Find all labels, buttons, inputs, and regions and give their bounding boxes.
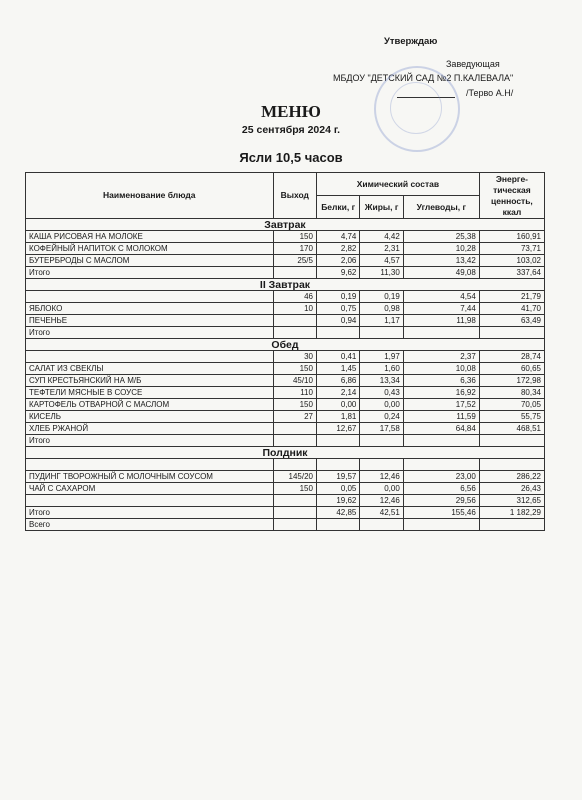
cell-f: 0,19	[360, 291, 403, 303]
cell-u: 29,56	[403, 495, 479, 507]
cell-e: 26,43	[479, 483, 544, 495]
cell-u: 17,52	[403, 399, 479, 411]
total-b	[316, 327, 359, 339]
cell-out: 150	[273, 231, 316, 243]
total-e: 1 182,29	[479, 507, 544, 519]
table-row	[26, 483, 545, 495]
header-chemical: Химический состав	[316, 173, 479, 196]
total-e	[479, 435, 544, 447]
dish-name: КАША РИСОВАЯ НА МОЛОКЕ	[26, 231, 274, 243]
table-row	[26, 243, 545, 255]
cell-f: 0,43	[360, 387, 403, 399]
total-label: Итого	[26, 435, 274, 447]
cell-f: 0,00	[360, 483, 403, 495]
total-row	[26, 267, 545, 279]
cell-e: 468,51	[479, 423, 544, 435]
table-row	[26, 471, 545, 483]
cell-u: 11,59	[403, 411, 479, 423]
header-fat: Жиры, г	[360, 196, 403, 219]
cell-e: 21,79	[479, 291, 544, 303]
approve-label: Утверждаю	[384, 36, 438, 47]
cell-f: 1,60	[360, 363, 403, 375]
cell-f: 13,34	[360, 375, 403, 387]
cell-u: 10,28	[403, 243, 479, 255]
total-f: 11,30	[360, 267, 403, 279]
dish-name: ХЛЕБ РЖАНОЙ	[26, 423, 274, 435]
grand-total-row	[26, 519, 545, 531]
cell-e: 103,02	[479, 255, 544, 267]
cell-b: 0,94	[316, 315, 359, 327]
table-row	[26, 363, 545, 375]
cell-b: 4,74	[316, 231, 359, 243]
cell-e: 172,98	[479, 375, 544, 387]
cell-out	[273, 267, 316, 279]
cell-e: 160,91	[479, 231, 544, 243]
table-row	[26, 255, 545, 267]
cell-f: 4,57	[360, 255, 403, 267]
group-label: Ясли 10,5 часов	[239, 150, 343, 165]
dish-name: КИСЕЛЬ	[26, 411, 274, 423]
total-b	[316, 435, 359, 447]
cell-u: 6,56	[403, 483, 479, 495]
total-u: 49,08	[403, 267, 479, 279]
cell-e: 312,65	[479, 495, 544, 507]
cell-f: 0,24	[360, 411, 403, 423]
cell-b: 2,14	[316, 387, 359, 399]
total-row	[26, 327, 545, 339]
cell-out	[273, 327, 316, 339]
cell-f: 1,97	[360, 351, 403, 363]
meal-section-row	[26, 339, 545, 351]
cell-b: 12,67	[316, 423, 359, 435]
cell-out	[273, 459, 316, 471]
table-row	[26, 375, 545, 387]
cell-u: 25,38	[403, 231, 479, 243]
meal-title: Обед	[26, 339, 545, 351]
cell-u: 64,84	[403, 423, 479, 435]
cell-e: 55,75	[479, 411, 544, 423]
cell-b: 19,62	[316, 495, 359, 507]
cell-f: 4,42	[360, 231, 403, 243]
cell-e: 41,70	[479, 303, 544, 315]
cell-out	[273, 495, 316, 507]
table-row	[26, 303, 545, 315]
dish-name	[26, 351, 274, 363]
meal-section-row	[26, 447, 545, 459]
cell-b: 2,06	[316, 255, 359, 267]
cell-u: 6,36	[403, 375, 479, 387]
cell-u: 23,00	[403, 471, 479, 483]
cell-u: 11,98	[403, 315, 479, 327]
cell-f	[360, 459, 403, 471]
cell-out: 25/5	[273, 255, 316, 267]
header-energy: Энерге-тическая ценность, ккал	[479, 173, 544, 219]
meal-title: II Завтрак	[26, 279, 545, 291]
total-f	[360, 435, 403, 447]
total-f	[360, 327, 403, 339]
total-row	[26, 507, 545, 519]
cell-b: 6,86	[316, 375, 359, 387]
total-label: Итого	[26, 267, 274, 279]
total-row	[26, 435, 545, 447]
total-f: 42,51	[360, 507, 403, 519]
meal-title: Полдник	[26, 447, 545, 459]
dish-name: КАРТОФЕЛЬ ОТВАРНОЙ С МАСЛОМ	[26, 399, 274, 411]
dish-name	[26, 291, 274, 303]
cell-out: 10	[273, 303, 316, 315]
total-b: 42,85	[316, 507, 359, 519]
dish-name	[26, 459, 274, 471]
cell-e: 80,34	[479, 387, 544, 399]
cell-out: 150	[273, 363, 316, 375]
cell-u: 4,54	[403, 291, 479, 303]
cell-b: 1,45	[316, 363, 359, 375]
grand-total-cell	[360, 519, 403, 531]
cell-e: 60,65	[479, 363, 544, 375]
cell-b: 0,00	[316, 399, 359, 411]
table-row	[26, 459, 545, 471]
dish-name: ТЕФТЕЛИ МЯСНЫЕ В СОУСЕ	[26, 387, 274, 399]
dish-name: САЛАТ ИЗ СВЕКЛЫ	[26, 363, 274, 375]
menu-date: 25 сентября 2024 г.	[241, 124, 341, 136]
grand-total-label: Всего	[26, 519, 274, 531]
signer-name: /Терво А.Н/	[466, 88, 514, 98]
menu-table	[25, 172, 545, 531]
table-row	[26, 351, 545, 363]
dish-name	[26, 495, 274, 507]
cell-out	[273, 507, 316, 519]
dish-name: ПУДИНГ ТВОРОЖНЫЙ С МОЛОЧНЫМ СОУСОМ	[26, 471, 274, 483]
cell-out: 27	[273, 411, 316, 423]
cell-f: 17,58	[360, 423, 403, 435]
table-row	[26, 291, 545, 303]
cell-b	[316, 459, 359, 471]
organization-label: МБДОУ "ДЕТСКИЙ САД №2 П.КАЛЕВАЛА"	[333, 73, 514, 83]
cell-u: 13,42	[403, 255, 479, 267]
cell-e	[479, 459, 544, 471]
meal-section-row	[26, 279, 545, 291]
table-row	[26, 231, 545, 243]
dish-name: СУП КРЕСТЬЯНСКИЙ НА М/Б	[26, 375, 274, 387]
dish-name: БУТЕРБРОДЫ С МАСЛОМ	[26, 255, 274, 267]
total-b: 9,62	[316, 267, 359, 279]
dish-name: ЧАЙ С САХАРОМ	[26, 483, 274, 495]
cell-u: 16,92	[403, 387, 479, 399]
cell-out: 46	[273, 291, 316, 303]
table-row	[26, 495, 545, 507]
total-u	[403, 435, 479, 447]
cell-b: 0,75	[316, 303, 359, 315]
grand-total-cell	[316, 519, 359, 531]
cell-b: 0,41	[316, 351, 359, 363]
cell-f: 0,00	[360, 399, 403, 411]
grand-total-cell	[403, 519, 479, 531]
cell-out: 110	[273, 387, 316, 399]
cell-out	[273, 435, 316, 447]
total-u	[403, 327, 479, 339]
total-label: Итого	[26, 507, 274, 519]
cell-u: 7,44	[403, 303, 479, 315]
table-row	[26, 411, 545, 423]
cell-f: 12,46	[360, 471, 403, 483]
cell-b: 0,05	[316, 483, 359, 495]
cell-f: 12,46	[360, 495, 403, 507]
header-carbs: Углеводы, г	[403, 196, 479, 219]
cell-u: 2,37	[403, 351, 479, 363]
cell-e: 63,49	[479, 315, 544, 327]
total-u: 155,46	[403, 507, 479, 519]
cell-out: 145/20	[273, 471, 316, 483]
cell-out: 150	[273, 483, 316, 495]
cell-f: 0,98	[360, 303, 403, 315]
cell-f: 2,31	[360, 243, 403, 255]
cell-out	[273, 423, 316, 435]
cell-out: 45/10	[273, 375, 316, 387]
position-label: Заведующая	[446, 59, 500, 69]
cell-e: 28,74	[479, 351, 544, 363]
cell-out: 170	[273, 243, 316, 255]
total-e	[479, 327, 544, 339]
table-row	[26, 399, 545, 411]
grand-total-cell	[273, 519, 316, 531]
header-output: Выход	[273, 173, 316, 219]
cell-out: 30	[273, 351, 316, 363]
header-name: Наименование блюда	[26, 173, 274, 219]
cell-e: 70,05	[479, 399, 544, 411]
page-title: МЕНЮ	[261, 102, 321, 121]
cell-e: 73,71	[479, 243, 544, 255]
cell-b: 2,82	[316, 243, 359, 255]
dish-name: ПЕЧЕНЬЕ	[26, 315, 274, 327]
grand-total-cell	[479, 519, 544, 531]
dish-name: ЯБЛОКО	[26, 303, 274, 315]
table-row	[26, 387, 545, 399]
total-label: Итого	[26, 327, 274, 339]
cell-u	[403, 459, 479, 471]
cell-b: 1,81	[316, 411, 359, 423]
header-protein: Белки, г	[316, 196, 359, 219]
cell-e: 286,22	[479, 471, 544, 483]
meal-section-row	[26, 219, 545, 231]
dish-name: КОФЕЙНЫЙ НАПИТОК С МОЛОКОМ	[26, 243, 274, 255]
meal-title: Завтрак	[26, 219, 545, 231]
menu-body	[26, 219, 545, 531]
cell-f: 1,17	[360, 315, 403, 327]
cell-b: 0,19	[316, 291, 359, 303]
cell-out	[273, 315, 316, 327]
table-row	[26, 315, 545, 327]
total-e: 337,64	[479, 267, 544, 279]
cell-b: 19,57	[316, 471, 359, 483]
table-row	[26, 423, 545, 435]
cell-out: 150	[273, 399, 316, 411]
cell-u: 10,08	[403, 363, 479, 375]
